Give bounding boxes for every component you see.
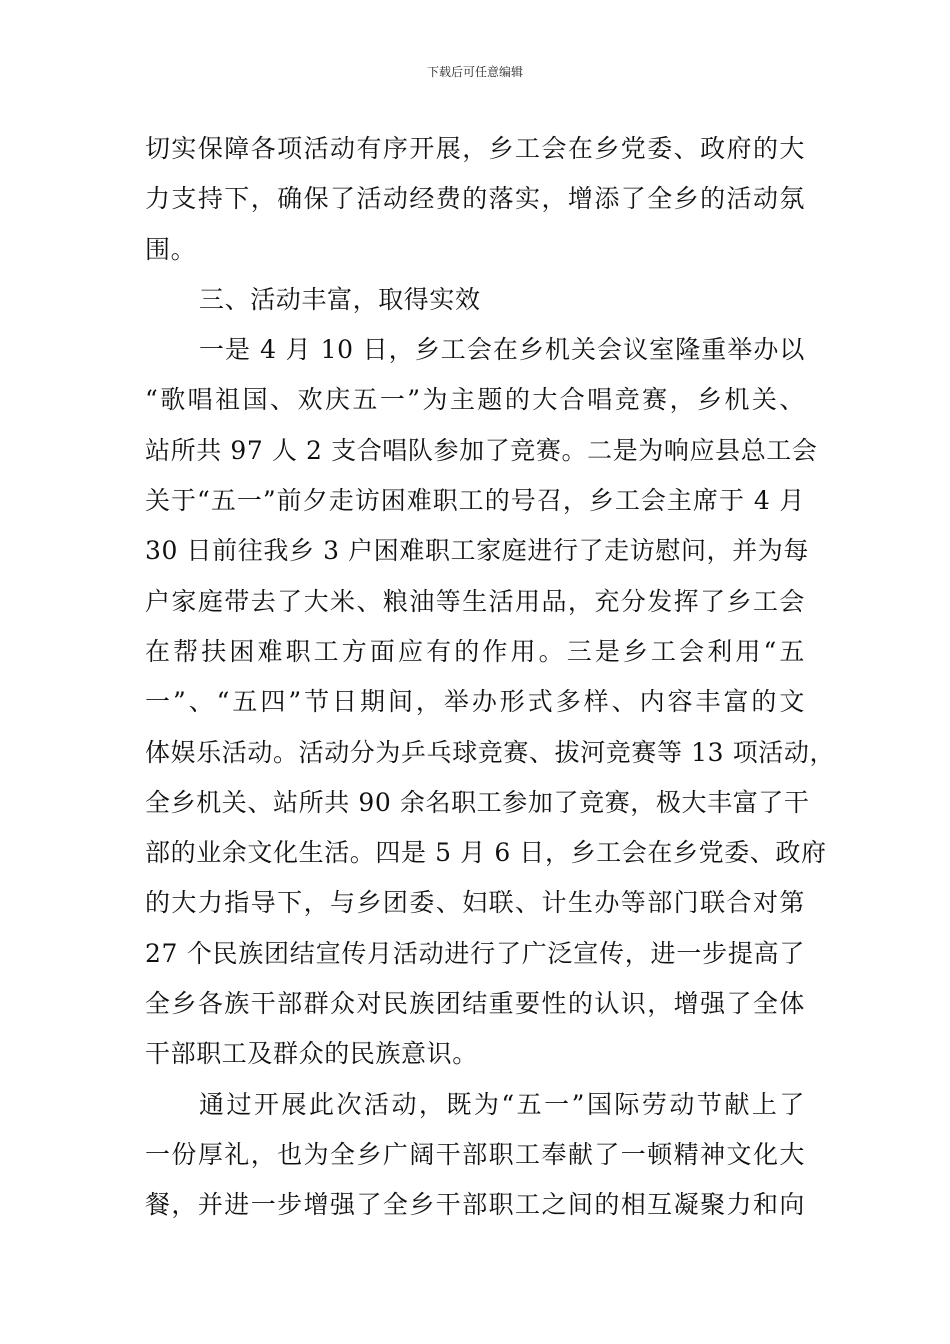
paragraph-line: 体娱乐活动。活动分为乒乓球竞赛、拔河竞赛等 13 项活动， xyxy=(145,737,836,767)
paragraph-line: 切实保障各项活动有序开展，乡工会在乡党委、政府的大 xyxy=(145,134,805,163)
paragraph-line: 在帮扶困难职工方面应有的作用。三是乡工会利用“五 xyxy=(145,636,805,666)
paragraph-line: 一份厚礼，也为全乡广阔干部职工奉献了一顿精神文化大 xyxy=(145,1139,805,1169)
paragraph-line: 关于“五一”前夕走访困难职工的号召，乡工会主席于 4 月 xyxy=(145,486,805,516)
page-header: 下载后可任意编辑 xyxy=(426,65,523,79)
paragraph-line: 30 日前往我乡 3 户困难职工家庭进行了走访慰问，并为每 xyxy=(145,536,809,566)
paragraph-line: 全乡各族干部群众对民族团结重要性的认识，增强了全体 xyxy=(145,989,805,1019)
paragraph-line: 站所共 97 人 2 支合唱队参加了竞赛。二是为响应县总工会 xyxy=(145,435,818,465)
paragraph-line: 一是 4 月 10 日，乡工会在乡机关会议室隆重举办以 xyxy=(199,335,805,365)
paragraph-line: 围。 xyxy=(145,234,197,264)
paragraph-line: 部的业余文化生活。四是 5 月 6 日，乡工会在乡党委、政府 xyxy=(145,838,827,868)
paragraph-line: 一”、“五四”节日期间，举办形式多样、内容丰富的文 xyxy=(145,687,805,717)
paragraph-line: “歌唱祖国、欢庆五一”为主题的大合唱竞赛，乡机关、 xyxy=(145,385,805,415)
paragraph-line: 餐，并进一步增强了全乡干部职工之间的相互凝聚力和向 xyxy=(145,1190,805,1220)
paragraph-line: 力支持下，确保了活动经费的落实，增添了全乡的活动氛 xyxy=(145,184,805,214)
paragraph-line: 的大力指导下，与乡团委、妇联、计生办等部门联合对第 xyxy=(145,888,805,918)
paragraph-line: 全乡机关、站所共 90 余名职工参加了竞赛，极大丰富了干 xyxy=(145,787,810,817)
document-body xyxy=(145,124,836,1231)
paragraph-line: 27 个民族团结宣传月活动进行了广泛宣传，进一步提高了 xyxy=(145,938,805,968)
section-heading: 三、活动丰富，取得实效 xyxy=(199,284,481,314)
paragraph-line: 干部职工及群众的民族意识。 xyxy=(145,1039,478,1069)
paragraph-line: 通过开展此次活动，既为“五一”国际劳动节献上了 xyxy=(199,1089,805,1119)
paragraph-line: 户家庭带去了大米、粮油等生活用品，充分发挥了乡工会 xyxy=(145,586,805,616)
